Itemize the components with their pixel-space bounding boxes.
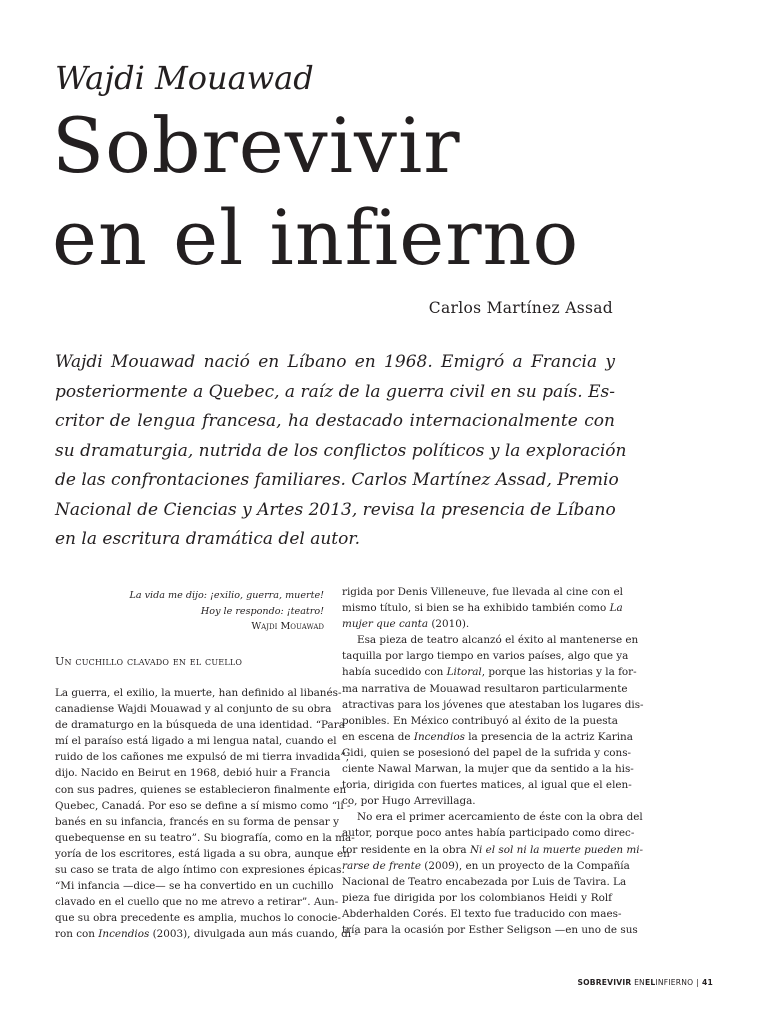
article-title [52, 100, 752, 284]
body-line: Gidi, quien se posesionó del papel de la sufrida y cons- [342, 746, 632, 759]
body-line: tría para la ocasión por Esther Seligson —en uno de sus [342, 923, 638, 936]
body-line: clavado en el cuello que no me atrevo a retirar”. Aun- [55, 896, 339, 909]
lede-line: posteriormente a Quebec, a raíz de la guerra civil en su país. Es- [55, 381, 615, 402]
body-line: co, por Hugo Arrevillaga. [342, 795, 476, 808]
footer-title-word: INFIERNO [655, 978, 694, 987]
body-line: ponibles. En México contribuyó al éxito de la puesta [342, 714, 618, 727]
lede-line: su dramaturgia, nutrida de los conflictos políticos y la exploración [55, 440, 627, 461]
author-name: Wajdi Mouawad [55, 59, 314, 97]
body-line: su caso se trata de algo íntimo con expresiones épicas. [55, 864, 345, 877]
work-title: mujer que canta [342, 618, 429, 631]
lede-line: Nacional de Ciencias y Artes 2013, revisa la presencia de Líbano [55, 499, 616, 520]
body-line: ciente Nawal Marwan, la mujer que da sentido a la his- [342, 763, 634, 776]
footer-title-word: EN [634, 978, 645, 987]
body-line: de dramaturgo en la búsqueda de una identidad. “Para [55, 719, 345, 732]
lede-line: critor de lengua francesa, ha destacado internacionalmente con [55, 411, 615, 431]
work-title: Incendios [413, 730, 465, 743]
section-heading: Un cuchillo clavado en el cuello [55, 655, 243, 668]
body-line: con sus padres, quienes se establecieron finalmente en [55, 783, 347, 796]
work-title: Incendios [98, 928, 150, 941]
footer-title-bold: SOBREVIVIR [577, 978, 632, 987]
body-line: ma narrativa de Mouawad resultaron particularmente [342, 682, 628, 695]
body-line: Nacional de Teatro encabezada por Luis de Tavira. La [342, 875, 627, 888]
body-line: mismo título, si bien se ha exhibido también como La [342, 602, 623, 615]
lede-paragraph [55, 348, 627, 555]
body-line: banés en su infancia, francés en su forma de pensar y [55, 815, 339, 828]
body-line: mí el paraíso está ligado a mi lengua natal, cuando el [55, 735, 337, 748]
byline: Carlos Martínez Assad [428, 299, 613, 317]
body-line: quebequense en su teatro”. Su biografía, como en la ma- [55, 831, 355, 844]
footer-title-bold: EL [644, 978, 656, 987]
body-line: dijo. Nacido en Beirut en 1968, debió huir a Francia [55, 767, 331, 780]
body-column-left [55, 685, 358, 943]
epigraph-line: La vida me dijo: ¡exilio, guerra, muerte! [129, 590, 324, 601]
body-line: taquilla por largo tiempo en varios países, algo que ya [342, 650, 629, 663]
work-title: Ni el sol ni la muerte pueden mi- [469, 843, 644, 856]
body-line: “Mi infancia —dice— se ha convertido en un cuchillo [55, 880, 334, 893]
body-line: atractivas para los jóvenes que atestaban los lugares dis- [342, 698, 644, 711]
title-line: en el infierno [52, 193, 580, 282]
body-column-right [342, 584, 644, 938]
body-line: canadiense Wajdi Mouawad y al conjunto de su obra [55, 703, 332, 716]
footer-separator: | [696, 978, 700, 987]
body-line: Esa pieza de teatro alcanzó el éxito al mantenerse en [357, 634, 639, 647]
body-line: ron con Incendios (2003), divulgada aun más cuando, di - [55, 928, 358, 941]
body-line: autor, porque poco antes había participado como direc- [342, 827, 635, 840]
body-line: rarse de frente (2009), en un proyecto de la Compañía [342, 859, 630, 872]
running-footer [577, 978, 713, 987]
epigraph-attribution: Wajdi Mouawad [251, 621, 324, 632]
body-line: que su obra precedente es amplia, muchos lo conocie- [55, 912, 341, 925]
body-line: Abderhalden Corés. El texto fue traducido con maes- [342, 907, 622, 920]
body-line: pieza fue dirigida por los colombianos Heidi y Rolf [342, 891, 612, 904]
body-line: tor residente en la obra Ni el sol ni la muerte pueden mi- [342, 843, 644, 856]
work-title: Litoral [446, 666, 482, 679]
body-line: toria, dirigida con fuertes matices, al igual que el elen- [342, 779, 632, 792]
lede-line: Wajdi Mouawad nació en Líbano en 1968. Emigró a Francia y [55, 352, 615, 372]
lede-line: de las confrontaciones familiares. Carlos Martínez Assad, Premio [55, 470, 619, 490]
body-line: mujer que canta (2010). [342, 618, 470, 631]
epigraph [55, 588, 324, 635]
epigraph-line: Hoy le respondo: ¡teatro! [200, 605, 324, 617]
body-line: en escena de Incendios la presencia de la actriz Karina [342, 730, 633, 743]
body-line: yoría de los escritores, está ligada a su obra, aunque en [55, 847, 350, 860]
work-title: rarse de frente [342, 859, 421, 872]
body-line: Quebec, Canadá. Por eso se define a sí mismo como “li - [55, 799, 351, 812]
body-line: rigida por Denis Villeneuve, fue llevada al cine con el [342, 586, 623, 598]
lede-line: en la escritura dramática del autor. [55, 529, 361, 549]
work-title: La [609, 602, 623, 615]
page-number: 41 [702, 978, 713, 987]
body-line: ruido de los cañones me expulsó de mi tierra invadida”, [55, 751, 349, 764]
body-line: La guerra, el exilio, la muerte, han definido al libanés- [55, 687, 342, 699]
title-line: Sobrevivir [52, 101, 461, 190]
body-line: No era el primer acercamiento de éste con la obra del [357, 811, 643, 824]
body-line: había sucedido con Litoral, porque las historias y la for- [342, 666, 637, 679]
